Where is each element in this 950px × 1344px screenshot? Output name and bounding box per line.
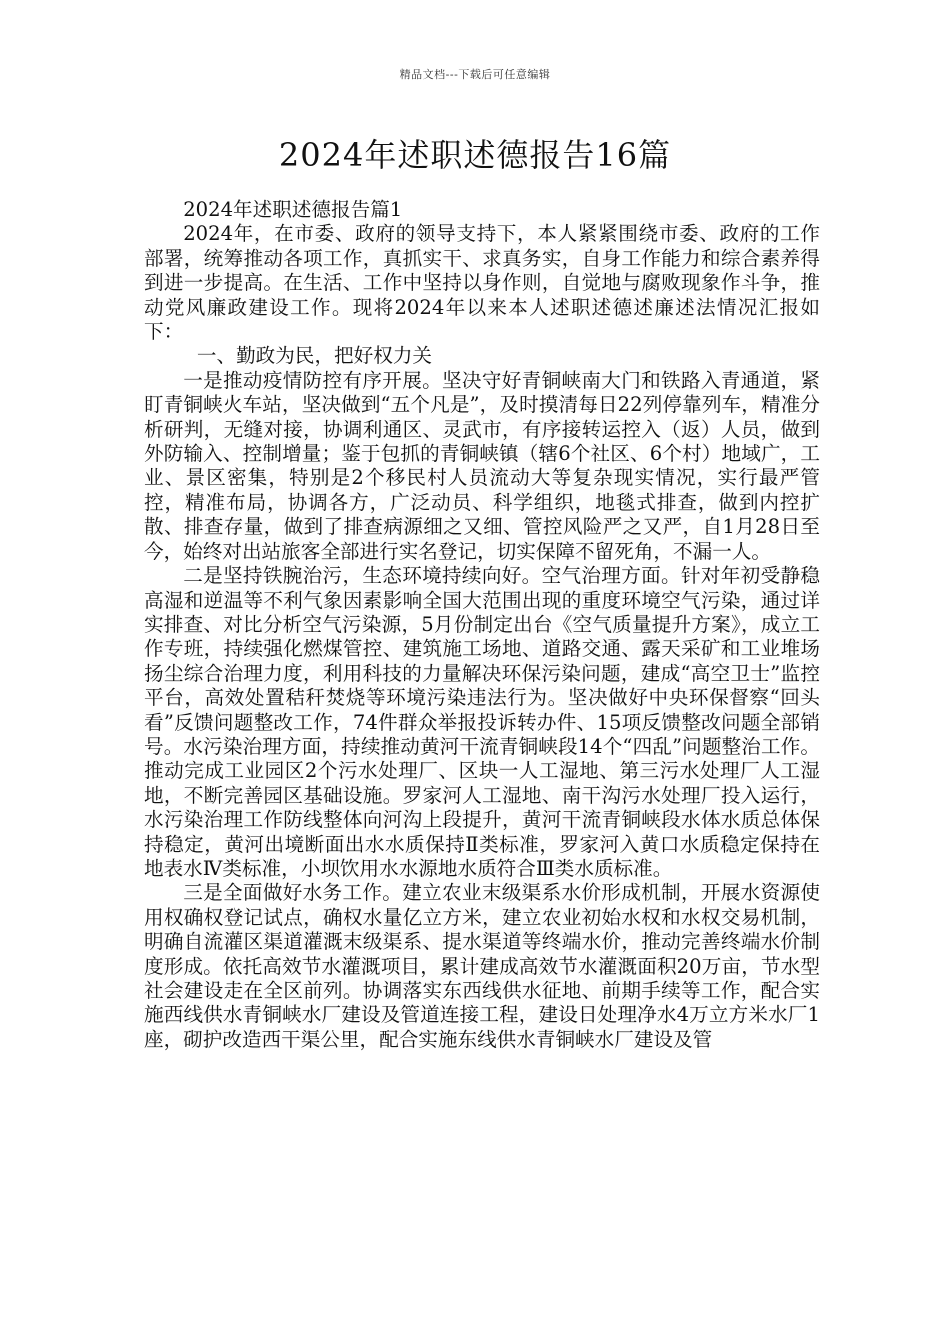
body-paragraph: 一是推动疫情防控有序开展。坚决守好青铜峡南大门和铁路入青通道，紧盯青铜峡火车站，坚决做到“五个凡是”，及时摸清每日22列停靠列车，精准分析研判，无缝对接，协调利通区、灵武市，有序接转运控入（返）人员，做到外防输入、控制增量；鉴于包抓的青铜峡镇（辖6个社区、6个村）地域广，工业、景区密集，特别是2个移民村人员流动大等复杂现实情况，实行最严管控，精准布局，协调各方，广泛动员、科学组织，地毯式排查，做到内控扩散、排查存量，做到了排查病源细之又细、管控风险严之又严，自1月28日至今，始终对出站旅客全部进行实名登记，切实保障不留死角，不漏一人。 [144,368,820,563]
body-paragraph: 二是坚持铁腕治污，生态环境持续向好。空气治理方面。针对年初受静稳高湿和逆温等不利气象因素影响全国大范围出现的重度环境空气污染，通过详实排查、对比分析空气污染源，5月份制定出台《空气质量提升方案》，成立工作专班，持续强化燃煤管控、建筑施工场地、道路交通、露天采矿和工业堆场扬尘综合治理力度，利用科技的力量解决环保污染问题，建成“高空卫士”监控平台，高效处置秸秆焚烧等环境污染违法行为。坚决做好中央环保督察“回头看”反馈问题整改工作，74件群众举报投诉转办件、15项反馈整改问题全部销号。水污染治理方面，持续推动黄河干流青铜峡段14个“四乱”问题整治工作。推动完成工业园区2个污水处理厂、区块一人工湿地、第三污水处理厂人工湿地，不断完善园区基础设施。罗家河人工湿地、南干沟污水处理厂投入运行，水污染治理工作防线整体向河沟上段提升，黄河干流青铜峡段水体水质总体保持稳定，黄河出境断面出水水质保持Ⅱ类标准，罗家河入黄口水质稳定保持在地表水Ⅳ类标准，小坝饮用水水源地水质符合Ⅲ类水质标准。 [144,564,820,880]
section-heading: 一、勤政为民，把好权力关 [196,344,433,368]
document-body [144,198,820,1052]
document-title: 2024年述职述德报告16篇 [278,136,672,174]
page-header-note: 精品文档---下载后可任意编辑 [399,68,551,81]
report-subtitle: 2024年述职述德报告篇1 [183,198,403,221]
body-paragraph: 三是全面做好水务工作。建立农业末级渠系水价形成机制，开展水资源使用权确权登记试点，确权水量亿立方米，建立农业初始水权和水权交易机制，明确自流灌区渠道灌溉末级渠系、提水渠道等终端水价，推动完善终端水价制度形成。依托高效节水灌溉项目，累计建成高效节水灌溉面积20万亩，节水型社会建设走在全区前列。协调落实东西线供水征地、前期手续等工作，配合实施西线供水青铜峡水厂建设及管道连接工程，建设日处理净水4万立方米水厂1座，砌护改造西干渠公里，配合实施东线供水青铜峡水厂建设及管 [144,881,820,1051]
intro-paragraph: 2024年，在市委、政府的领导支持下，本人紧紧围绕市委、政府的工作部署，统筹推动各项工作，真抓实干、求真务实，自身工作能力和综合素养得到进一步提高。在生活、工作中坚持以身作则，自觉地与腐败现象作斗争，推动党风廉政建设工作。现将2024年以来本人述职述德述廉述法情况汇报如下： [144,222,820,344]
